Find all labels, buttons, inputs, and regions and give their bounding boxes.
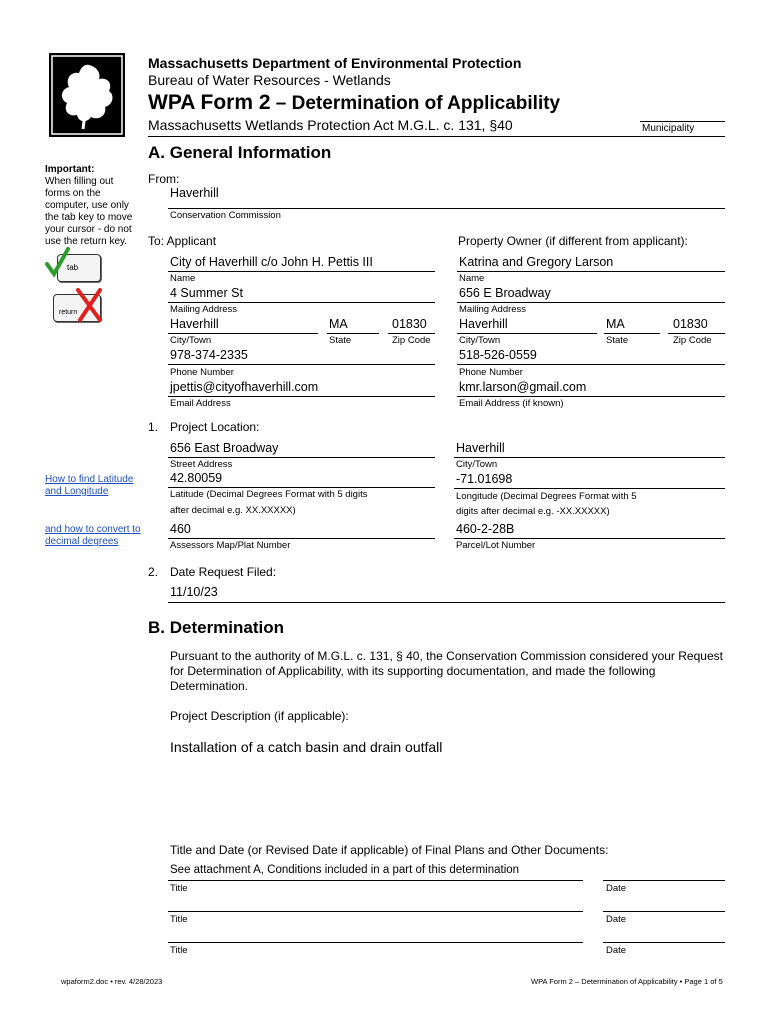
applicant-state-field[interactable]: MA bbox=[329, 317, 348, 331]
applicant-name-field[interactable]: City of Haverhill c/o John H. Pettis III bbox=[170, 255, 373, 269]
longitude-label-2: digits after decimal e.g. -XX.XXXXX) bbox=[456, 506, 610, 517]
act-citation: Massachusetts Wetlands Protection Act M.G.L. c. 131, §40 bbox=[148, 117, 513, 133]
owner-zip-line bbox=[668, 333, 725, 334]
project-description-field[interactable]: Installation of a catch basin and drain outfall bbox=[170, 739, 443, 755]
owner-name-field[interactable]: Katrina and Gregory Larson bbox=[459, 255, 614, 269]
owner-zip-field[interactable]: 01830 bbox=[673, 317, 708, 331]
longitude-field[interactable]: -71.01698 bbox=[456, 472, 513, 486]
massdep-oak-leaf-logo bbox=[49, 53, 125, 137]
latitude-line bbox=[168, 487, 435, 488]
owner-email-line bbox=[457, 396, 725, 397]
street-address-label: Street Address bbox=[170, 459, 233, 470]
assessors-map-label: Assessors Map/Plat Number bbox=[170, 540, 291, 551]
latitude-field[interactable]: 42.80059 bbox=[170, 471, 223, 485]
applicant-zip-label: Zip Code bbox=[392, 335, 431, 346]
owner-state-field[interactable]: MA bbox=[606, 317, 625, 331]
applicant-phone-line bbox=[168, 364, 435, 365]
owner-email-label: Email Address (if known) bbox=[459, 398, 564, 409]
bureau-name: Bureau of Water Resources - Wetlands bbox=[148, 72, 391, 88]
applicant-state-line bbox=[327, 333, 379, 334]
final-plans-label: Title and Date (or Revised Date if applicable) of Final Plans and Other Documents: bbox=[170, 843, 609, 857]
parcel-lot-line bbox=[454, 538, 725, 539]
applicant-address-line bbox=[168, 302, 435, 303]
date-filed-field[interactable]: 11/10/23 bbox=[170, 585, 218, 599]
applicant-name-line bbox=[168, 271, 435, 272]
plan-date-line-3 bbox=[603, 942, 725, 943]
applicant-state-label: State bbox=[329, 335, 352, 346]
final-plans-field[interactable]: See attachment A, Conditions included in a part of this determination bbox=[170, 864, 520, 876]
plan-title-line-1 bbox=[168, 880, 583, 881]
applicant-zip-field[interactable]: 01830 bbox=[392, 317, 427, 331]
checkmark-icon bbox=[44, 246, 72, 280]
location-city-line bbox=[454, 457, 725, 458]
applicant-phone-field[interactable]: 978-374-2335 bbox=[170, 348, 248, 362]
date-filed-line bbox=[168, 602, 725, 603]
plan-date-line-2 bbox=[603, 911, 725, 912]
from-value[interactable]: Haverhill bbox=[170, 186, 219, 200]
owner-state-label: State bbox=[606, 335, 629, 346]
from-underline bbox=[168, 208, 725, 209]
owner-phone-label: Phone Number bbox=[459, 367, 523, 378]
plan-date-label-2: Date bbox=[606, 914, 627, 925]
applicant-email-label: Email Address bbox=[170, 398, 231, 409]
date-filed-label: Date Request Filed: bbox=[170, 565, 277, 579]
longitude-label-1: Longitude (Decimal Degrees Format with 5 bbox=[456, 491, 637, 502]
owner-email-field[interactable]: kmr.larson@gmail.com bbox=[459, 380, 587, 394]
owner-state-line bbox=[604, 333, 660, 334]
plan-date-label-3: Date bbox=[606, 945, 627, 956]
plan-title-line-2 bbox=[168, 911, 583, 912]
convert-decimal-link[interactable]: and how to convert to decimal degrees bbox=[45, 524, 141, 547]
project-description-label: Project Description (if applicable): bbox=[170, 709, 349, 723]
owner-address-label: Mailing Address bbox=[459, 304, 527, 315]
owner-city-line bbox=[457, 333, 597, 334]
footer-left: wpaform2.doc • rev. 4/28/2023 bbox=[61, 977, 163, 986]
location-city-label: City/Town bbox=[456, 459, 498, 470]
determination-paragraph: Pursuant to the authority of M.G.L. c. 131, § 40, the Conservation Commission considered your Request for Determination of Applicability, with its supporting documentation, and made the following Determination. bbox=[170, 649, 723, 693]
owner-phone-field[interactable]: 518-526-0559 bbox=[459, 348, 537, 362]
parcel-lot-label: Parcel/Lot Number bbox=[456, 540, 536, 551]
applicant-phone-label: Phone Number bbox=[170, 367, 234, 378]
red-x-icon bbox=[74, 286, 104, 324]
municipality-field[interactable] bbox=[640, 121, 725, 122]
municipality-label: Municipality bbox=[642, 123, 695, 134]
applicant-email-field[interactable]: jpettis@cityofhaverhill.com bbox=[170, 380, 319, 394]
applicant-city-line bbox=[168, 333, 318, 334]
conservation-commission-label: Conservation Commission bbox=[170, 210, 281, 221]
latitude-label-1: Latitude (Decimal Degrees Format with 5 digits bbox=[170, 489, 368, 500]
applicant-address-field[interactable]: 4 Summer St bbox=[170, 286, 243, 300]
owner-label: Property Owner (if different from applicant): bbox=[458, 234, 688, 248]
applicant-label: To: Applicant bbox=[148, 234, 217, 248]
owner-address-line bbox=[457, 302, 725, 303]
latitude-label-2: after decimal e.g. XX.XXXXX) bbox=[170, 505, 296, 516]
applicant-city-label: City/Town bbox=[170, 335, 212, 346]
plan-title-line-3 bbox=[168, 942, 583, 943]
tab-key-label: tab bbox=[67, 263, 79, 272]
owner-name-label: Name bbox=[459, 273, 485, 284]
applicant-name-label: Name bbox=[170, 273, 196, 284]
owner-city-field[interactable]: Haverhill bbox=[459, 317, 508, 331]
latlong-help-link[interactable]: How to find Latitude and Longitude bbox=[45, 474, 134, 497]
owner-phone-line bbox=[457, 364, 725, 365]
applicant-zip-line bbox=[388, 333, 435, 334]
longitude-line bbox=[454, 488, 725, 489]
return-key-label: return bbox=[59, 309, 78, 316]
project-location-number: 1. bbox=[148, 420, 159, 434]
applicant-address-label: Mailing Address bbox=[170, 304, 238, 315]
agency-name: Massachusetts Department of Environmental Protection bbox=[148, 55, 522, 71]
parcel-lot-field[interactable]: 460-2-28B bbox=[456, 522, 515, 536]
location-city-field[interactable]: Haverhill bbox=[456, 441, 505, 455]
plan-title-label-2: Title bbox=[170, 914, 188, 925]
footer-right: WPA Form 2 – Determination of Applicability • Page 1 of 5 bbox=[531, 977, 723, 986]
owner-city-label: City/Town bbox=[459, 335, 501, 346]
project-location-label: Project Location: bbox=[170, 420, 260, 434]
street-address-line bbox=[168, 457, 435, 458]
owner-name-line bbox=[457, 271, 725, 272]
form-title-sub: – Determination of Applicability bbox=[270, 93, 561, 114]
street-address-field[interactable]: 656 East Broadway bbox=[170, 441, 279, 455]
applicant-city-field[interactable]: Haverhill bbox=[170, 317, 219, 331]
applicant-email-line bbox=[168, 396, 435, 397]
plan-title-label-1: Title bbox=[170, 883, 188, 894]
plan-date-line-1 bbox=[603, 880, 725, 881]
form-title-main: WPA Form 2 bbox=[148, 91, 271, 114]
important-note bbox=[45, 164, 140, 248]
header-divider bbox=[148, 136, 725, 137]
section-a-title: A. General Information bbox=[148, 143, 332, 162]
assessors-map-field[interactable]: 460 bbox=[170, 522, 191, 536]
section-b-title: B. Determination bbox=[148, 618, 285, 637]
plan-title-label-3: Title bbox=[170, 945, 188, 956]
owner-zip-label: Zip Code bbox=[673, 335, 712, 346]
form-title bbox=[148, 91, 560, 115]
plan-date-label-1: Date bbox=[606, 883, 627, 894]
owner-address-field[interactable]: 656 E Broadway bbox=[459, 286, 551, 300]
from-label: From: bbox=[148, 172, 180, 186]
important-title: Important: bbox=[45, 164, 95, 175]
assessors-map-line bbox=[168, 538, 435, 539]
important-text: When filling out forms on the computer, use only the tab key to move your cursor - do not use the return key. bbox=[45, 176, 133, 247]
date-filed-number: 2. bbox=[148, 565, 159, 579]
